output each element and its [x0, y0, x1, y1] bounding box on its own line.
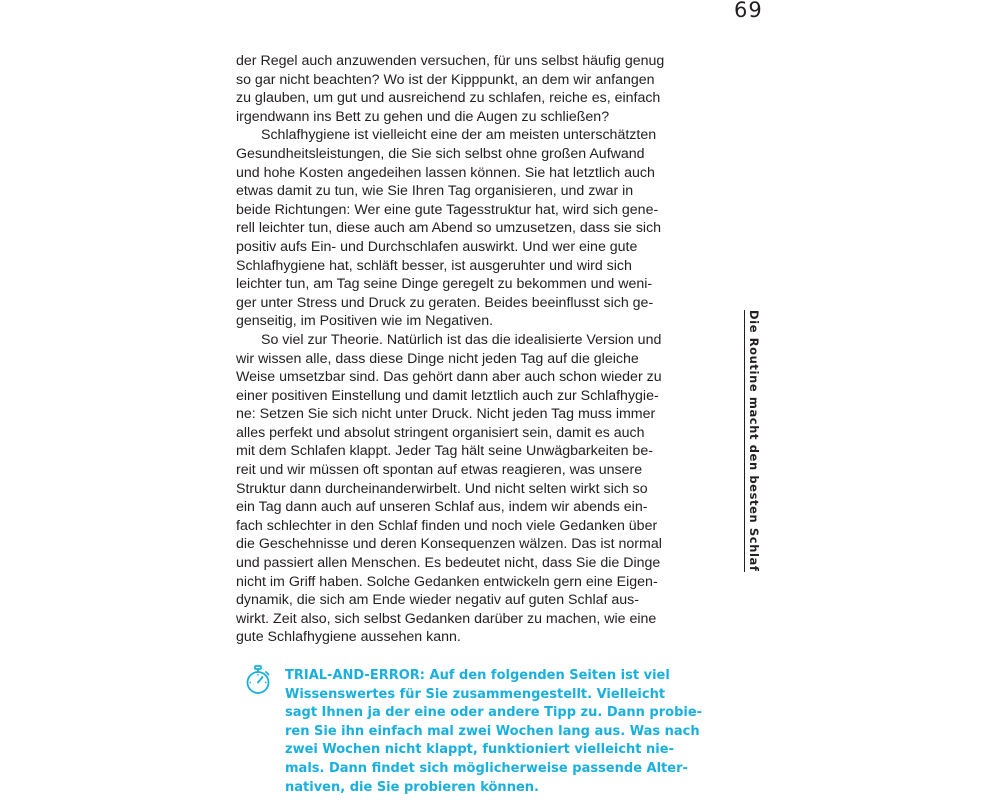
body-line: fach schlechter in den Schlaf finden und noch viele Gedanken über [236, 517, 658, 534]
body-line: einer positiven Einstellung und damit letztlich auch zur Schlafhygie- [236, 387, 659, 404]
body-line: und hohe Kosten angedeihen lassen können. Sie hat letztlich auch [236, 164, 655, 181]
body-line: etwas damit zu tun, wie Sie Ihren Tag organisieren, und zwar in [236, 183, 634, 200]
tip-line: mals. Dann findet sich möglicherweise passende Alter- [285, 760, 688, 776]
body-line: Schlafhygiene hat, schläft besser, ist ausgeruhter und wird sich [236, 257, 632, 274]
tip-line: Wissenswertes für Sie zusammengestellt. Vielleicht [285, 686, 666, 702]
tip-line: sagt Ihnen ja der eine oder andere Tipp zu. Dann probie- [285, 705, 703, 721]
body-line: Struktur dann durcheinanderwirbelt. Und nicht selten wirkt sich so [236, 480, 648, 497]
body-line: reit und wir müssen oft spontan auf etwas reagieren, was unsere [236, 462, 643, 479]
body-line: mit dem Schlafen klappt. Jeder Tag hält seine Unwägbarkeiten be- [236, 443, 653, 460]
body-line: So viel zur Theorie. Natürlich ist das die idealisierte Version und [261, 331, 662, 348]
body-line: nicht im Griff haben. Solche Gedanken entwickeln gern eine Eigen- [236, 573, 658, 590]
body-line: beide Richtungen: Wer eine gute Tagesstruktur hat, wird sich gene- [236, 201, 659, 218]
tip-line: ren Sie ihn einfach mal zwei Wochen lang aus. Was nach [285, 723, 700, 739]
body-line: alles perfekt und absolut stringent organisiert sein, damit es auch [236, 424, 645, 441]
body-line: Gesundheitsleistungen, die Sie sich selbst ohne großen Aufwand [236, 145, 645, 162]
body-line: ein Tag dann auch auf unseren Schlaf aus, indem wir abends ein- [236, 499, 648, 516]
body-line: Weise umsetzbar sind. Das gehört dann aber auch schon wieder zu [236, 369, 662, 386]
body-line: genseitig, im Positiven wie im Negativen. [236, 313, 494, 330]
body-line: und passiert allen Menschen. Es bedeutet nicht, dass Sie die Dinge [236, 555, 661, 572]
page-number: 69 [734, 0, 763, 22]
body-line: wirkt. Zeit also, sich selbst Gedanken darüber zu machen, wie eine [236, 610, 657, 627]
body-line: dynamik, die sich am Ende wieder negativ auf guten Schlaf aus- [236, 592, 639, 609]
chapter-side-title: Die Routine macht den besten Schlaf [744, 310, 761, 572]
body-line: Schlafhygiene ist vielleicht eine der am meisten unterschätzten [261, 127, 657, 144]
body-line: so gar nicht beachten? Wo ist der Kipppunkt, an dem wir anfangen [236, 71, 655, 88]
body-line: positiv aufs Ein- und Durchschlafen auswirkt. Und wer eine gute [236, 238, 638, 255]
body-line: gute Schlafhygiene aussehen kann. [236, 629, 461, 646]
body-text [236, 52, 684, 647]
body-line: ger unter Stress und Druck zu geraten. Beides beeinflusst sich ge- [236, 294, 654, 311]
tip-line: TRIAL-AND-ERROR: Auf den folgenden Seiten ist viel [285, 668, 670, 683]
body-line: irgendwann ins Bett zu gehen und die Augen zu schließen? [236, 108, 610, 125]
body-line: ne: Setzen Sie sich nicht unter Druck. Nicht jeden Tag muss immer [236, 406, 656, 423]
tip-line: zwei Wochen nicht klappt, funktioniert vielleicht nie- [285, 742, 674, 758]
body-line: die Geschehnisse und deren Konsequenzen wälzen. Das ist normal [236, 536, 662, 553]
tip-text [285, 667, 705, 797]
body-line: der Regel auch anzuwenden versuchen, für uns selbst häufig genug [236, 53, 665, 69]
tip-line: nativen, die Sie probieren können. [285, 779, 539, 795]
body-line: wir wissen alle, dass diese Dinge nicht jeden Tag auf die gleiche [236, 350, 639, 367]
stopwatch-icon [244, 665, 272, 695]
body-line: rell leichter tun, diese auch am Abend so umzusetzen, dass sie sich [236, 220, 662, 237]
body-line: leichter tun, am Tag seine Dinge geregelt zu bekommen und weni- [236, 276, 653, 293]
body-line: zu glauben, um gut und ausreichend zu schlafen, reiche es, einfach [236, 90, 661, 107]
